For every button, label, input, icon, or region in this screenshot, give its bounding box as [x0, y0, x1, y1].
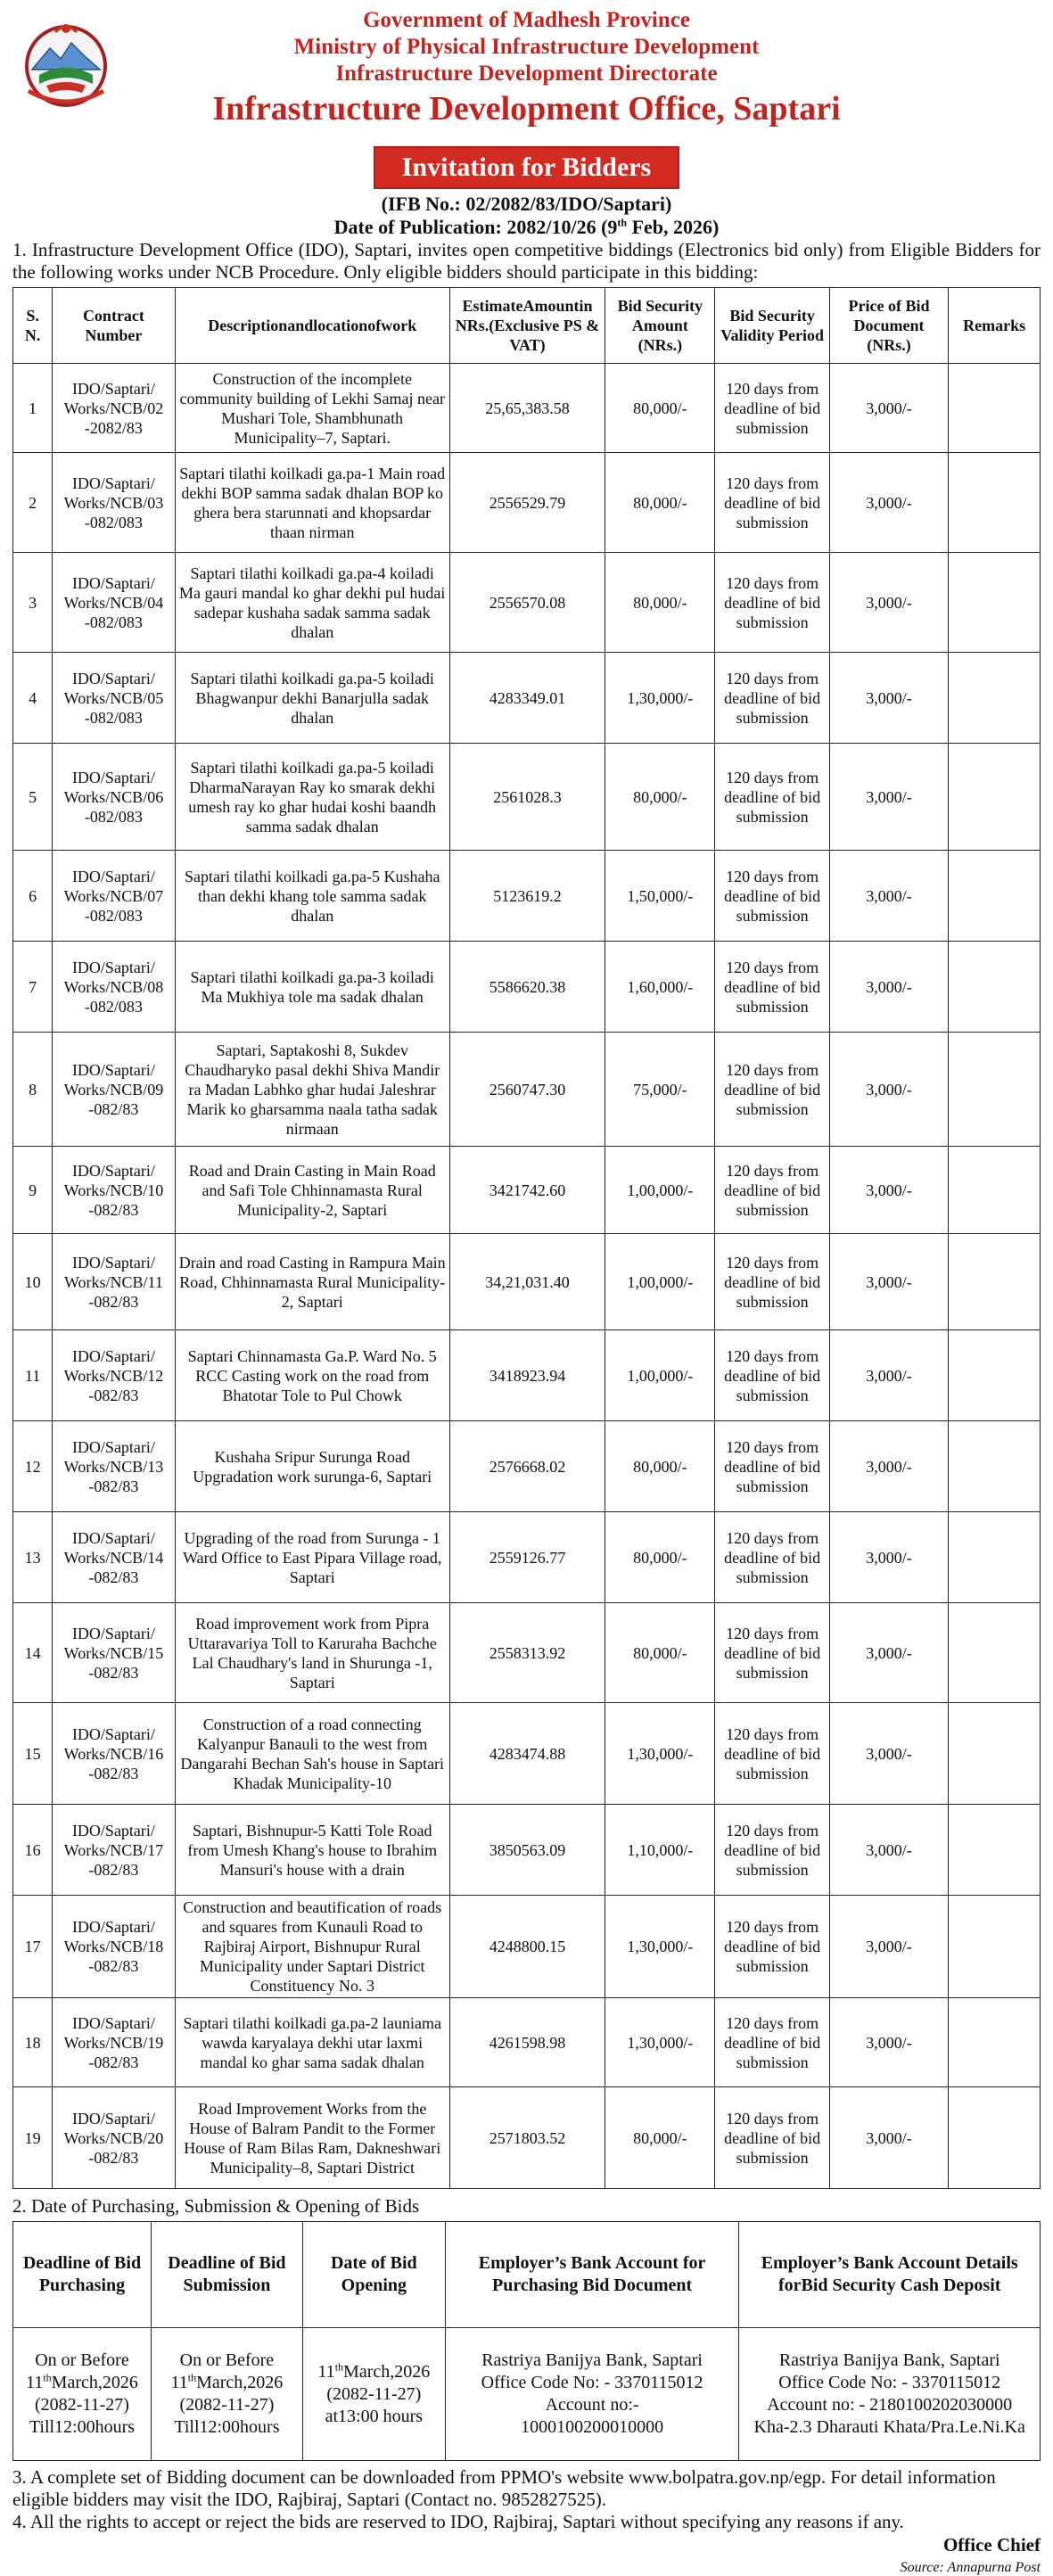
- submission-line-a: On or Before: [179, 2350, 275, 2370]
- cell-description: Saptari tilathi koilkadi ga.pa-5 Kushaha than dekhi khang tole samma sadak dhalan: [175, 851, 449, 942]
- opening-date-cell: [302, 2328, 445, 2461]
- cell-sn: 2: [13, 453, 53, 553]
- dates-table-row: [13, 2328, 1041, 2461]
- cell-estimate: 3850563.09: [449, 1805, 605, 1896]
- pubdate-sup: th: [617, 216, 628, 229]
- cell-security: 80,000/-: [605, 2087, 715, 2189]
- header-line-directorate: Infrastructure Development Directorate: [335, 62, 718, 86]
- cell-description: Road improvement work from Pipra Uttaravariya Toll to Karuraha Bachche Lal Chaudhary's land in Shurunga -1, Saptari: [175, 1603, 449, 1703]
- table-row: [13, 553, 1041, 653]
- security-account-office-code: Office Code No: - 3370115012: [778, 2373, 1001, 2392]
- cell-contract: IDO/Saptari/ Works/NCB/05 -082/083: [53, 653, 176, 744]
- cell-validity: 120 days from deadline of bid submission: [715, 1805, 829, 1896]
- opening-line-d: at13:00 hours: [325, 2406, 424, 2426]
- cell-security: 1,50,000/-: [605, 851, 715, 942]
- cell-description: Road and Drain Casting in Main Road and Safi Tole Chhinnamasta Rural Municipality-2, Saptari: [175, 1147, 449, 1234]
- cell-sn: 19: [13, 2087, 53, 2189]
- purchase-account-cell: [445, 2328, 739, 2461]
- purchase-account-number: 1000100200010000: [521, 2417, 664, 2437]
- cell-remarks: [949, 653, 1041, 744]
- cell-sn: 14: [13, 1603, 53, 1703]
- cell-contract: IDO/Saptari/ Works/NCB/16 -082/83: [53, 1703, 176, 1805]
- cell-sn: 17: [13, 1896, 53, 1998]
- cell-description: Construction of the incomplete community building of Lekhi Samaj near Mushari Tole, Shambhunath Municipality–7, Saptari.: [175, 364, 449, 453]
- table-row: [13, 744, 1041, 851]
- cell-estimate: 5586620.38: [449, 942, 605, 1033]
- cell-sn: 18: [13, 1998, 53, 2087]
- table-row: [13, 364, 1041, 453]
- cell-remarks: [949, 1147, 1041, 1234]
- pubdate-prefix: Date of Publication: 2082/10/26 (9: [333, 216, 618, 238]
- cell-description: Saptari tilathi koilkadi ga.pa-2 launiama wawda karyalaya dekhi utar laxmi mandal ko ghar sama sadak dhalan: [175, 1998, 449, 2087]
- cell-contract: IDO/Saptari/ Works/NCB/10 -082/83: [53, 1147, 176, 1234]
- cell-estimate: 2559126.77: [449, 1512, 605, 1603]
- cell-price: 3,000/-: [829, 2087, 948, 2189]
- ifb-number: (IFB No.: 02/2082/83/IDO/Saptari): [381, 193, 672, 215]
- cell-price: 3,000/-: [829, 744, 948, 851]
- security-account-head: Kha-2.3 Dharauti Khata/Pra.Le.Ni.Ka: [753, 2417, 1025, 2437]
- table-row: [13, 1998, 1041, 2087]
- cell-estimate: 2556529.79: [449, 453, 605, 553]
- cell-price: 3,000/-: [829, 942, 948, 1033]
- cell-remarks: [949, 1998, 1041, 2087]
- cell-estimate: 2556570.08: [449, 553, 605, 653]
- cell-security: 1,30,000/-: [605, 1703, 715, 1805]
- purchase-line-b: [19, 2372, 145, 2394]
- cell-contract: IDO/Saptari/ Works/NCB/20 -082/83: [53, 2087, 176, 2189]
- cell-contract: IDO/Saptari/ Works/NCB/19 -082/83: [53, 1998, 176, 2087]
- cell-security: 80,000/-: [605, 1512, 715, 1603]
- cell-remarks: [949, 1896, 1041, 1998]
- cell-contract: IDO/Saptari/ Works/NCB/14 -082/83: [53, 1512, 176, 1603]
- cell-sn: 11: [13, 1330, 53, 1421]
- table-row: [13, 1603, 1041, 1703]
- note-4: 4. All the rights to accept or reject the bids are reserved to IDO, Rajbiraj, Saptari without specifying any reasons if any.: [12, 2511, 904, 2532]
- cell-estimate: 25,65,383.58: [449, 364, 605, 453]
- cell-description: Construction and beautification of roads and squares from Kunauli Road to Rajbiraj Airport, Bishnupur Rural Municipality under Saptari District Constituency No. 3: [175, 1896, 449, 1998]
- cell-price: 3,000/-: [829, 1147, 948, 1234]
- cell-remarks: [949, 1512, 1041, 1603]
- col-purchase-account: Employer’s Bank Account for Purchasing Bid Document: [445, 2222, 739, 2328]
- col-purchase-deadline: Deadline of Bid Purchasing: [13, 2222, 152, 2328]
- section2-title: 2. Date of Purchasing, Submission & Opening of Bids: [12, 2195, 420, 2217]
- submission-day-sup: th: [187, 2371, 197, 2384]
- submission-line-b: [157, 2372, 297, 2394]
- col-remarks: Remarks: [949, 288, 1041, 364]
- cell-estimate: 3418923.94: [449, 1330, 605, 1421]
- notice-header: [12, 7, 1041, 141]
- cell-description: Saptari tilathi koilkadi ga.pa-5 koiladi DharmaNarayan Ray ko smarak dekhi umesh ray ko ghar hudai koshi baandh samma sadak dhalan: [175, 744, 449, 851]
- cell-sn: 1: [13, 364, 53, 453]
- cell-sn: 3: [13, 553, 53, 653]
- intro-paragraph: 1. Infrastructure Development Office (IDO), Saptari, invites open competitive biddings (Electronics bid only) from Eligible Bidders for the following works under NCB Procedure. Only eligible bidders should participate in this bidding:: [12, 239, 1041, 283]
- cell-security: 1,10,000/-: [605, 1805, 715, 1896]
- cell-validity: 120 days from deadline of bid submission: [715, 851, 829, 942]
- cell-validity: 120 days from deadline of bid submission: [715, 1421, 829, 1512]
- cell-contract: IDO/Saptari/ Works/NCB/12 -082/83: [53, 1330, 176, 1421]
- table-row: [13, 1421, 1041, 1512]
- cell-contract: IDO/Saptari/ Works/NCB/11 -082/83: [53, 1234, 176, 1330]
- cell-price: 3,000/-: [829, 453, 948, 553]
- cell-security: 80,000/-: [605, 1421, 715, 1512]
- cell-remarks: [949, 453, 1041, 553]
- col-estimate: EstimateAmountin NRs.(Exclusive PS & VAT): [449, 288, 605, 364]
- cell-sn: 16: [13, 1805, 53, 1896]
- signature: Office Chief: [942, 2534, 1041, 2555]
- cell-validity: 120 days from deadline of bid submission: [715, 1033, 829, 1147]
- submission-day: 11: [170, 2373, 188, 2392]
- purchase-day-sup: th: [43, 2371, 52, 2384]
- table-row: [13, 1234, 1041, 1330]
- cell-validity: 120 days from deadline of bid submission: [715, 744, 829, 851]
- cell-contract: IDO/Saptari/ Works/NCB/02 -2082/83: [53, 364, 176, 453]
- table-row: [13, 453, 1041, 553]
- table-row: [13, 1330, 1041, 1421]
- table-row: [13, 1703, 1041, 1805]
- cell-price: 3,000/-: [829, 364, 948, 453]
- cell-price: 3,000/-: [829, 1896, 948, 1998]
- cell-contract: IDO/Saptari/ Works/NCB/15 -082/83: [53, 1603, 176, 1703]
- cell-price: 3,000/-: [829, 1330, 948, 1421]
- cell-remarks: [949, 1033, 1041, 1147]
- opening-day: 11: [317, 2361, 335, 2382]
- cell-estimate: 2576668.02: [449, 1421, 605, 1512]
- cell-price: 3,000/-: [829, 653, 948, 744]
- cell-security: 1,30,000/-: [605, 1896, 715, 1998]
- cell-sn: 15: [13, 1703, 53, 1805]
- cell-sn: 6: [13, 851, 53, 942]
- cell-validity: 120 days from deadline of bid submission: [715, 1330, 829, 1421]
- cell-validity: 120 days from deadline of bid submission: [715, 364, 829, 453]
- cell-remarks: [949, 1603, 1041, 1703]
- table-row: [13, 1896, 1041, 1998]
- header-line-ministry: Ministry of Physical Infrastructure Development: [293, 35, 760, 59]
- col-validity: Bid Security Validity Period: [715, 288, 829, 364]
- cell-security: 1,30,000/-: [605, 1998, 715, 2087]
- pubdate-suffix: Feb, 2026): [627, 216, 720, 238]
- cell-contract: IDO/Saptari/ Works/NCB/04 -082/083: [53, 553, 176, 653]
- cell-description: Saptari tilathi koilkadi ga.pa-4 koiladi Ma gauri mandal ko ghar dekhi pul hudai sadepar kushaha sadak samma sadak dhalan: [175, 553, 449, 653]
- cell-validity: 120 days from deadline of bid submission: [715, 653, 829, 744]
- cell-description: Kushaha Sripur Surunga Road Upgradation work surunga-6, Saptari: [175, 1421, 449, 1512]
- cell-security: 1,00,000/-: [605, 1234, 715, 1330]
- cell-price: 3,000/-: [829, 1998, 948, 2087]
- cell-contract: IDO/Saptari/ Works/NCB/17 -082/83: [53, 1805, 176, 1896]
- cell-description: Drain and road Casting in Rampura Main Road, Chhinnamasta Rural Municipality- 2, Saptari: [175, 1234, 449, 1330]
- col-price: Price of Bid Document (NRs.): [829, 288, 948, 364]
- cell-price: 3,000/-: [829, 1603, 948, 1703]
- cell-price: 3,000/-: [829, 1033, 948, 1147]
- purchase-account-office-code: Office Code No: - 3370115012: [481, 2373, 703, 2392]
- col-contract: Contract Number: [53, 288, 176, 364]
- table-row: [13, 1147, 1041, 1234]
- cell-validity: 120 days from deadline of bid submission: [715, 1147, 829, 1234]
- cell-estimate: 2571803.52: [449, 2087, 605, 2189]
- cell-estimate: 4261598.98: [449, 1998, 605, 2087]
- cell-remarks: [949, 1805, 1041, 1896]
- table-row: [13, 942, 1041, 1033]
- cell-estimate: 5123619.2: [449, 851, 605, 942]
- cell-remarks: [949, 1703, 1041, 1805]
- submission-deadline-cell: [151, 2328, 302, 2461]
- security-account-cell: [739, 2328, 1041, 2461]
- notice-page: [12, 7, 1041, 2576]
- cell-description: Road Improvement Works from the House of Balram Pandit to the Former House of Ram Bilas Ram, Dakneshwari Municipality–8, Saptari District: [175, 2087, 449, 2189]
- cell-price: 3,000/-: [829, 1703, 948, 1805]
- cell-contract: IDO/Saptari/ Works/NCB/06 -082/083: [53, 744, 176, 851]
- cell-estimate: 2558313.92: [449, 1603, 605, 1703]
- cell-description: Construction of a road connecting Kalyanpur Banauli to the west from Dangarahi Bechan Sah's house in Saptari Khadak Municipality-10: [175, 1703, 449, 1805]
- col-submission-deadline: Deadline of Bid Submission: [151, 2222, 302, 2328]
- note-3: 3. A complete set of Bidding document can be downloaded from PPMO's website www.bolpatra.gov.np/egp. For detail information eligible bidders may visit the IDO, Rajbiraj, Saptari (Contact no. 9852827525).: [12, 2466, 996, 2510]
- cell-remarks: [949, 1330, 1041, 1421]
- col-opening-date: Date of Bid Opening: [302, 2222, 445, 2328]
- cell-sn: 4: [13, 653, 53, 744]
- cell-remarks: [949, 1234, 1041, 1330]
- cell-estimate: 34,21,031.40: [449, 1234, 605, 1330]
- cell-validity: 120 days from deadline of bid submission: [715, 1998, 829, 2087]
- cell-remarks: [949, 2087, 1041, 2189]
- cell-description: Saptari, Saptakoshi 8, Sukdev Chaudharyko pasal dekhi Shiva Mandir ra Madan Labhko ghar hudai Jaleshrar Marik ko gharsamma naala tatha sadak nirmaan: [175, 1033, 449, 1147]
- cell-sn: 8: [13, 1033, 53, 1147]
- cell-estimate: 4283349.01: [449, 653, 605, 744]
- purchase-month: March,2026: [51, 2373, 138, 2392]
- purchase-line-a: On or Before: [35, 2350, 129, 2370]
- cell-price: 3,000/-: [829, 1805, 948, 1896]
- cell-security: 1,00,000/-: [605, 1147, 715, 1234]
- cell-security: 1,60,000/-: [605, 942, 715, 1033]
- cell-sn: 12: [13, 1421, 53, 1512]
- cell-estimate: 2561028.3: [449, 744, 605, 851]
- header-line-government: Government of Madhesh Province: [363, 8, 690, 32]
- cell-remarks: [949, 744, 1041, 851]
- source-credit: Source: Annapurna Post: [900, 2560, 1041, 2575]
- table-row: [13, 653, 1041, 744]
- purchase-account-bank: Rastriya Banijya Bank, Saptari: [481, 2350, 703, 2370]
- cell-contract: IDO/Saptari/ Works/NCB/07 -082/083: [53, 851, 176, 942]
- invitation-banner: Invitation for Bidders: [374, 146, 679, 189]
- cell-description: Saptari tilathi koilkadi ga.pa-1 Main road dekhi BOP samma sadak dhalan BOP ko ghera bera starunnati and khopsardar thaan nirman: [175, 453, 449, 553]
- banner-wrapper: [12, 141, 1041, 189]
- cell-contract: IDO/Saptari/ Works/NCB/08 -082/083: [53, 942, 176, 1033]
- purchase-deadline-cell: [13, 2328, 152, 2461]
- cell-remarks: [949, 1421, 1041, 1512]
- security-account-number: Account no: - 2180100202030000: [767, 2395, 1013, 2415]
- cell-validity: 120 days from deadline of bid submission: [715, 1603, 829, 1703]
- cell-contract: IDO/Saptari/ Works/NCB/18 -082/83: [53, 1896, 176, 1998]
- cell-security: 80,000/-: [605, 553, 715, 653]
- cell-sn: 5: [13, 744, 53, 851]
- security-account-bank: Rastriya Banijya Bank, Saptari: [778, 2350, 1000, 2370]
- cell-security: 75,000/-: [605, 1033, 715, 1147]
- cell-sn: 9: [13, 1147, 53, 1234]
- submission-month: March,2026: [196, 2373, 284, 2392]
- cell-security: 80,000/-: [605, 1603, 715, 1703]
- cell-security: 1,00,000/-: [605, 1330, 715, 1421]
- col-description: Descriptionandlocationofwork: [175, 288, 449, 364]
- table-row: [13, 2087, 1041, 2189]
- opening-line-b: [308, 2361, 440, 2383]
- cell-validity: 120 days from deadline of bid submission: [715, 1896, 829, 1998]
- cell-description: Saptari tilathi koilkadi ga.pa-3 koiladi Ma Mukhiya tole ma sadak dhalan: [175, 942, 449, 1033]
- opening-day-sup: th: [334, 2359, 344, 2373]
- cell-price: 3,000/-: [829, 851, 948, 942]
- col-security-account: Employer’s Bank Account Details forBid Security Cash Deposit: [739, 2222, 1041, 2328]
- cell-remarks: [949, 851, 1041, 942]
- cell-validity: 120 days from deadline of bid submission: [715, 453, 829, 553]
- works-table: [12, 287, 1041, 2189]
- submission-line-d: Till12:00hours: [174, 2417, 280, 2437]
- cell-validity: 120 days from deadline of bid submission: [715, 1234, 829, 1330]
- cell-security: 80,000/-: [605, 453, 715, 553]
- table-row: [13, 1805, 1041, 1896]
- cell-description: Saptari Chinnamasta Ga.P. Ward No. 5 RCC Casting work on the road from Bhatotar Tole to Pul Chowk: [175, 1330, 449, 1421]
- cell-contract: IDO/Saptari/ Works/NCB/09 -082/83: [53, 1033, 176, 1147]
- cell-security: 80,000/-: [605, 744, 715, 851]
- cell-description: Saptari tilathi koilkadi ga.pa-5 koiladi Bhagwanpur dekhi Banarjulla sadak dhalan: [175, 653, 449, 744]
- cell-price: 3,000/-: [829, 1512, 948, 1603]
- cell-estimate: 2560747.30: [449, 1033, 605, 1147]
- table-row: [13, 1512, 1041, 1603]
- cell-validity: 120 days from deadline of bid submission: [715, 553, 829, 653]
- cell-estimate: 4248800.15: [449, 1896, 605, 1998]
- col-security: Bid Security Amount (NRs.): [605, 288, 715, 364]
- nepal-emblem-icon: [20, 16, 112, 109]
- table-row: [13, 1033, 1041, 1147]
- cell-validity: 120 days from deadline of bid submission: [715, 942, 829, 1033]
- purchase-account-label: Account no:-: [545, 2395, 639, 2415]
- cell-sn: 10: [13, 1234, 53, 1330]
- purchase-day: 11: [26, 2373, 44, 2392]
- purchase-line-d: Till12:00hours: [29, 2417, 136, 2437]
- table-row: [13, 851, 1041, 942]
- purchase-line-c: (2082-11-27): [35, 2395, 129, 2415]
- cell-sn: 13: [13, 1512, 53, 1603]
- cell-validity: 120 days from deadline of bid submission: [715, 1512, 829, 1603]
- cell-security: 1,30,000/-: [605, 653, 715, 744]
- cell-estimate: 3421742.60: [449, 1147, 605, 1234]
- opening-month: March,2026: [343, 2361, 431, 2382]
- cell-validity: 120 days from deadline of bid submission: [715, 2087, 829, 2189]
- cell-remarks: [949, 364, 1041, 453]
- cell-contract: IDO/Saptari/ Works/NCB/03 -082/083: [53, 453, 176, 553]
- cell-price: 3,000/-: [829, 1234, 948, 1330]
- dates-table: [12, 2221, 1041, 2461]
- publication-date: [12, 216, 1041, 239]
- cell-validity: 120 days from deadline of bid submission: [715, 1703, 829, 1805]
- cell-security: 80,000/-: [605, 364, 715, 453]
- cell-remarks: [949, 553, 1041, 653]
- cell-description: Upgrading of the road from Surunga - 1 Ward Office to East Pipara Village road, Saptari: [175, 1512, 449, 1603]
- opening-line-c: (2082-11-27): [326, 2383, 422, 2404]
- cell-sn: 7: [13, 942, 53, 1033]
- col-sn: S. N.: [13, 288, 53, 364]
- header-line-office: Infrastructure Development Office, Saptari: [212, 90, 841, 128]
- works-table-header: [13, 288, 1041, 364]
- dates-table-header: [13, 2222, 1041, 2328]
- cell-estimate: 4283474.88: [449, 1703, 605, 1805]
- cell-description: Saptari, Bishnupur-5 Katti Tole Road from Umesh Khang's house to Ibrahim Mansuri's house with a drain: [175, 1805, 449, 1896]
- cell-contract: IDO/Saptari/ Works/NCB/13 -082/83: [53, 1421, 176, 1512]
- submission-line-c: (2082-11-27): [179, 2395, 275, 2415]
- cell-remarks: [949, 942, 1041, 1033]
- cell-price: 3,000/-: [829, 1421, 948, 1512]
- cell-price: 3,000/-: [829, 553, 948, 653]
